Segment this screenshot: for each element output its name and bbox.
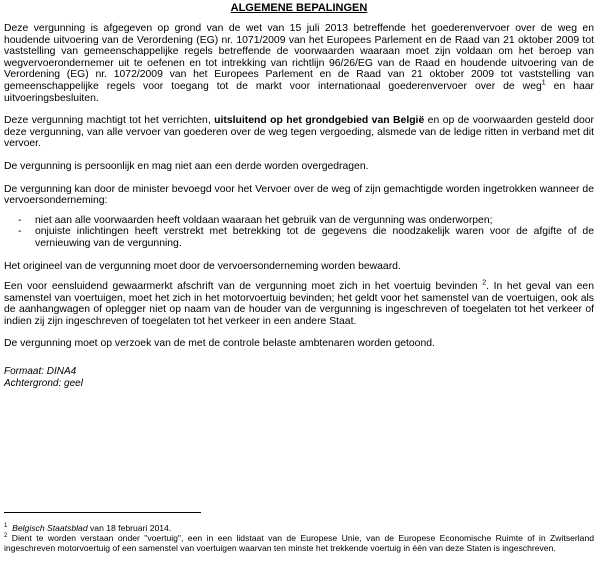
footnote-1-text: van 18 februari 2014. xyxy=(87,523,172,533)
paragraph-revocation: De vergunning kan door de minister bevoegd voor het Vervoer over de weg of zijn gemachtigde worden ingetrokken wanneer de vervoersonderneming: xyxy=(4,183,594,207)
paragraph-legal-basis xyxy=(4,23,594,104)
paragraph-copy-start: Een voor eensluidend gewaarmerkt afschrift van de vergunning moet zich in het voertuig bevinden xyxy=(4,281,483,293)
format-info xyxy=(4,366,594,389)
list-dash: - xyxy=(18,214,22,226)
format-line: Formaat: DINA4 xyxy=(4,366,77,378)
footnote-1-source: Belgisch Staatsblad xyxy=(12,523,88,533)
footnote-2-text: Dient te worden verstaan onder "voertuig", een in een lidstaat van de Europese Unie, van de Europese Economische Ruimte of in Zwitserland ingeschreven motorvoertuig of een samenstel van voertuigen waarvan ten minste het trekkende voertuig in één van deze Staten is ingeschreven. xyxy=(4,532,594,553)
paragraph-copy-end: . In het geval van een samenstel van voertuigen, moet het zich in het motorvoertuig bevinden; het geldt voor het samenstel van de voertuigen, ook als de aanhangwagen of oplegger niet op naam van de houder van de vergunning is ingeschreven of toegelaten tot het verkeer of indien zij zijn ingeschreven of toegelaten tot het verkeer in een andere Staat. xyxy=(4,281,594,327)
footnotes xyxy=(4,524,594,553)
footnote-ref-1: 1 xyxy=(541,79,546,87)
paragraph-personal: De vergunning is persoonlijk en mag niet aan een derde worden overgedragen. xyxy=(4,160,369,172)
list-item xyxy=(4,215,594,227)
footnote-ref-2: 2 xyxy=(482,279,487,287)
paragraph-authorization-start: Deze vergunning machtigt tot het verrichten, xyxy=(4,115,215,127)
revocation-conditions-list xyxy=(4,215,594,250)
page-title: ALGEMENE BEPALINGEN xyxy=(230,2,368,14)
footnote-2 xyxy=(4,534,594,554)
background-line: Achtergrond: geel xyxy=(4,377,83,389)
paragraph-authorization-bold: uitsluitend op het grondgebied van België xyxy=(214,115,425,127)
paragraph-copy xyxy=(4,281,594,327)
footnote-1-number: 1 xyxy=(4,523,8,530)
list-item-text: niet aan alle voorwaarden heeft voldaan waaraan het gebruik van de vergunning was onderworpen; xyxy=(35,214,493,226)
paragraph-original: Het origineel van de vergunning moet door de vervoersonderneming worden bewaard. xyxy=(4,260,401,272)
paragraph-legal-basis-text: Deze vergunning is afgegeven op grond van de wet van 15 juli 2013 betreffende het goederenvervoer over de weg en houdende uitvoering van de Verordening (EG) nr. 1071/2009 van het Europees Parlement en de Raad van 21 oktober 2009 tot vaststelling van gemeenschappelijke regels betreffende de voorwaarden waaraan moet zijn voldaan om het beroep van wegvervoerondernemer uit te oefenen en tot intrekking van richtlijn 96/26/EG van de Raad en houdende uitvoering van de Verordening (EG) nr. 1072/2009 van het Europees Parlement en de Raad van 21 oktober 2009 tot vaststelling van gemeenschappelijke regels voor toegang tot de markt voor internationaal goederenvervoer over de weg xyxy=(4,23,594,92)
footnote-separator xyxy=(4,512,201,513)
paragraph-authorization xyxy=(4,115,594,150)
document-page xyxy=(4,0,594,389)
list-dash: - xyxy=(18,226,22,238)
paragraph-authorization-end: en op de voorwaarden gesteld door deze vergunning, van alle vervoer van goederen over de weg tegen vergoeding, alsmede van de ledige ritten in verband met dit vervoer. xyxy=(4,115,594,150)
paragraph-legal-basis-end: en haar uitvoeringsbesluiten. xyxy=(4,80,594,104)
list-item xyxy=(4,226,594,249)
footnote-2-number: 2 xyxy=(4,532,8,539)
paragraph-inspection: De vergunning moet op verzoek van de met de controle belaste ambtenaren worden getoond. xyxy=(4,338,435,350)
list-item-text: onjuiste inlichtingen heeft verstrekt met betrekking tot de gegevens die noodzakelijk waren voor de afgifte of de vernieuwing van de vergunning. xyxy=(35,226,594,249)
